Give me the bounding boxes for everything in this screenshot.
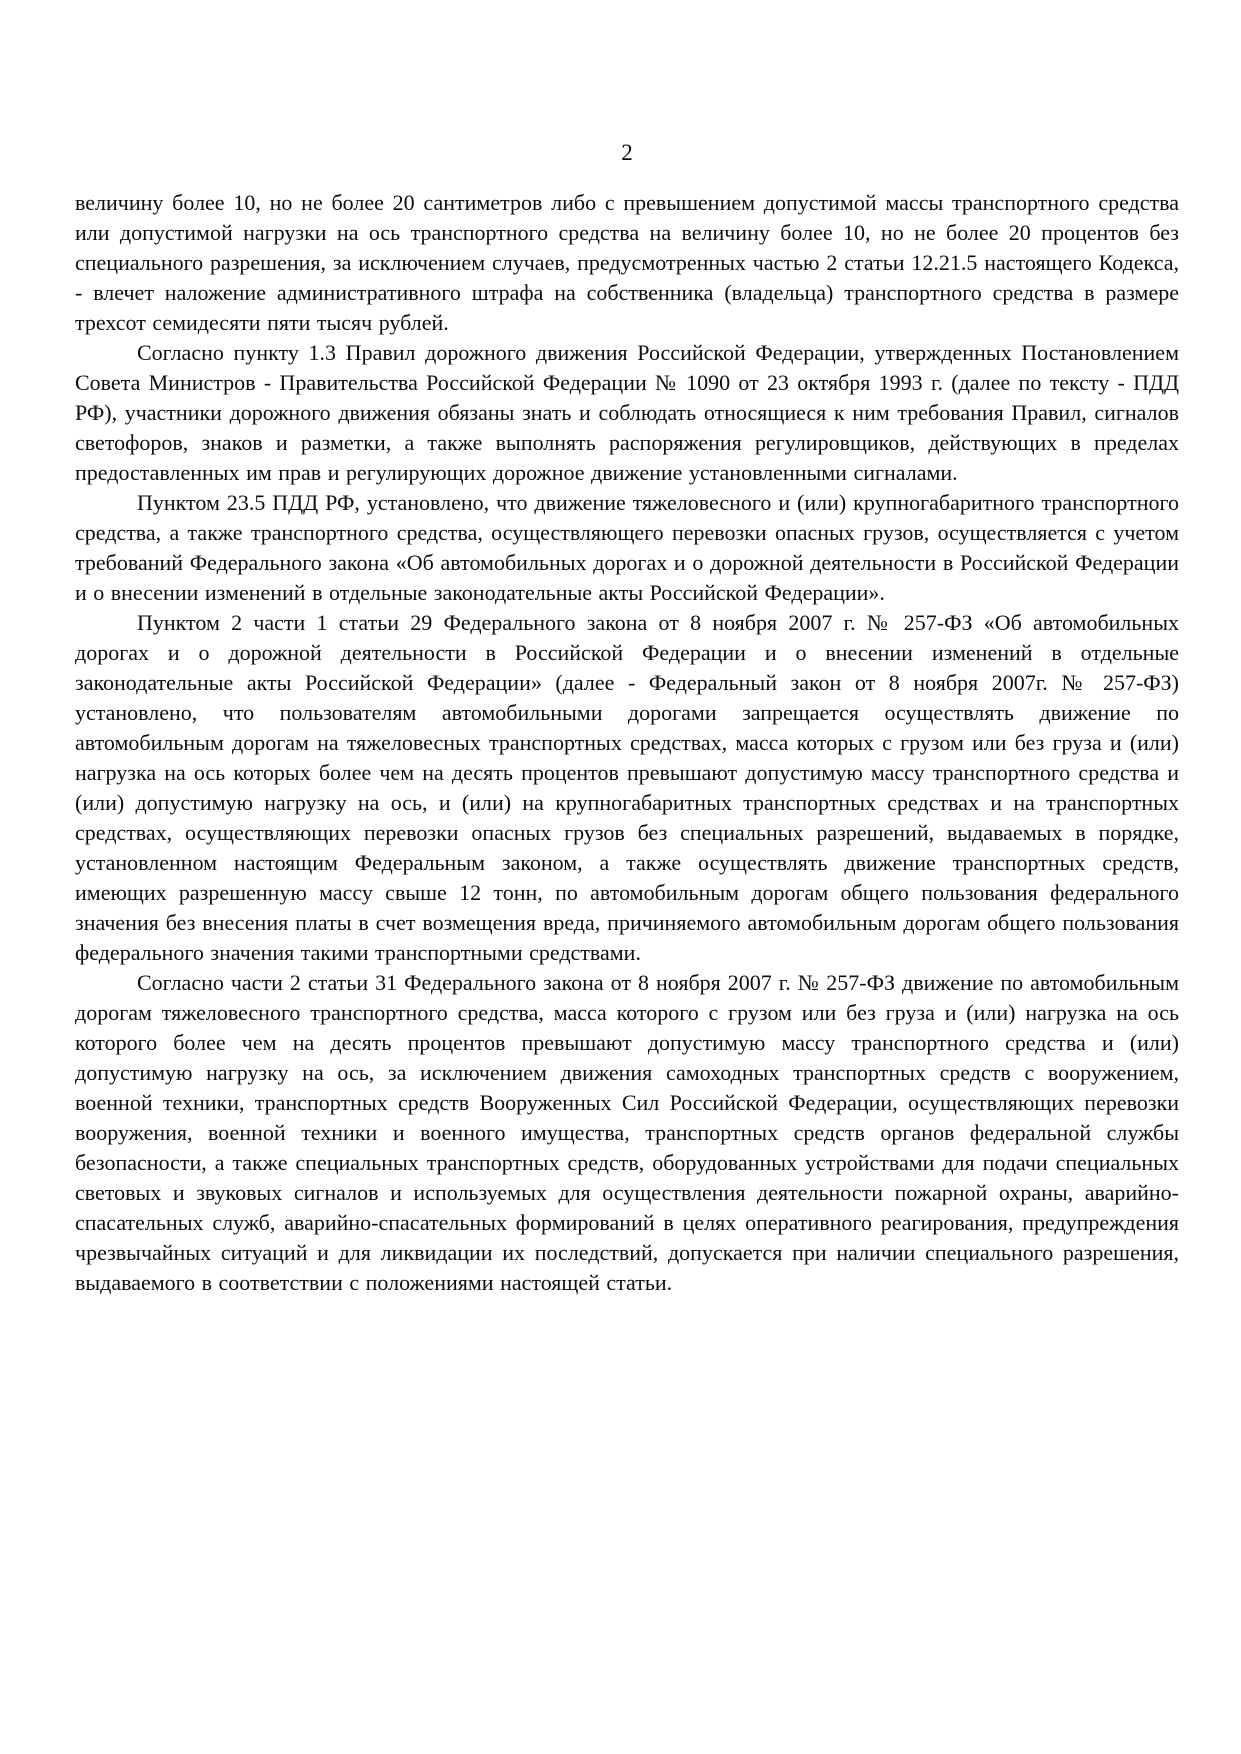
page-number: 2 bbox=[621, 140, 633, 165]
document-body bbox=[75, 188, 1179, 1298]
paragraph-law-257-article-29: Пунктом 2 части 1 статьи 29 Федерального закона от 8 ноября 2007 г. № 257-ФЗ «Об автомобильных дорогах и о дорожной деятельности в Российской Федерации и о внесении изменений в отдельные законодательные акты Российской Федерации» (далее - Федеральный закон от 8 ноября 2007г. № 257-ФЗ) установлено, что пользователям автомобильными дорогами запрещается осуществлять движение по автомобильным дорогам на тяжеловесных транспортных средствах, масса которых с грузом или без груза и (или) нагрузка на ось которых более чем на десять процентов превышают допустимую массу транспортного средства и (или) допустимую нагрузку на ось, и (или) на крупногабаритных транспортных средствах и на транспортных средствах, осуществляющих перевозки опасных грузов без специальных разрешений, выдаваемых в порядке, установленном настоящим Федеральным законом, а также осуществлять движение транспортных средств, имеющих разрешенную массу свыше 12 тонн, по автомобильным дорогам общего пользования федерального значения без внесения платы в счет возмещения вреда, причиняемого автомобильным дорогам общего пользования федерального значения такими транспортными средствами. bbox=[75, 610, 1179, 965]
paragraph-pdd-point-23-5: Пунктом 23.5 ПДД РФ, установлено, что движение тяжеловесного и (или) крупногабаритного транспортного средства, а также транспортного средства, осуществляющего перевозки опасных грузов, осуществляется с учетом требований Федерального закона «Об автомобильных дорогах и о дорожной деятельности в Российской Федерации и о внесении изменений в отдельные законодательные акты Российской Федерации». bbox=[75, 490, 1179, 605]
paragraph-continuation: величину более 10, но не более 20 сантиметров либо с превышением допустимой массы транспортного средства или допустимой нагрузки на ось транспортного средства на величину более 10, но не более 20 процентов без специального разрешения, за исключением случаев, предусмотренных частью 2 статьи 12.21.5 настоящего Кодекса, - влечет наложение административного штрафа на собственника (владельца) транспортного средства в размере трехсот семидесяти пяти тысяч рублей. bbox=[75, 190, 1179, 335]
paragraph-pdd-point-1-3: Согласно пункту 1.3 Правил дорожного движения Российской Федерации, утвержденных Постановлением Совета Министров - Правительства Российской Федерации № 1090 от 23 октября 1993 г. (далее по тексту - ПДД РФ), участники дорожного движения обязаны знать и соблюдать относящиеся к ним требования Правил, сигналов светофоров, знаков и разметки, а также выполнять распоряжения регулировщиков, действующих в пределах предоставленных им прав и регулирующих дорожное движение установленными сигналами. bbox=[75, 340, 1179, 485]
paragraph-law-257-article-31: Согласно части 2 статьи 31 Федерального закона от 8 ноября 2007 г. № 257-ФЗ движение по автомобильным дорогам тяжеловесного транспортного средства, масса которого с грузом или без груза и (или) нагрузка на ось которого более чем на десять процентов превышают допустимую массу транспортного средства и (или) допустимую нагрузку на ось, за исключением движения самоходных транспортных средств с вооружением, военной техники, транспортных средств Вооруженных Сил Российской Федерации, осуществляющих перевозки вооружения, военной техники и военного имущества, транспортных средств органов федеральной службы безопасности, а также специальных транспортных средств, оборудованных устройствами для подачи специальных световых и звуковых сигналов и используемых для осуществления деятельности пожарной охраны, аварийно-спасательных служб, аварийно-спасательных формирований в целях оперативного реагирования, предупреждения чрезвычайных ситуаций и для ликвидации их последствий, допускается при наличии специального разрешения, выдаваемого в соответствии с положениями настоящей статьи. bbox=[75, 970, 1179, 1295]
